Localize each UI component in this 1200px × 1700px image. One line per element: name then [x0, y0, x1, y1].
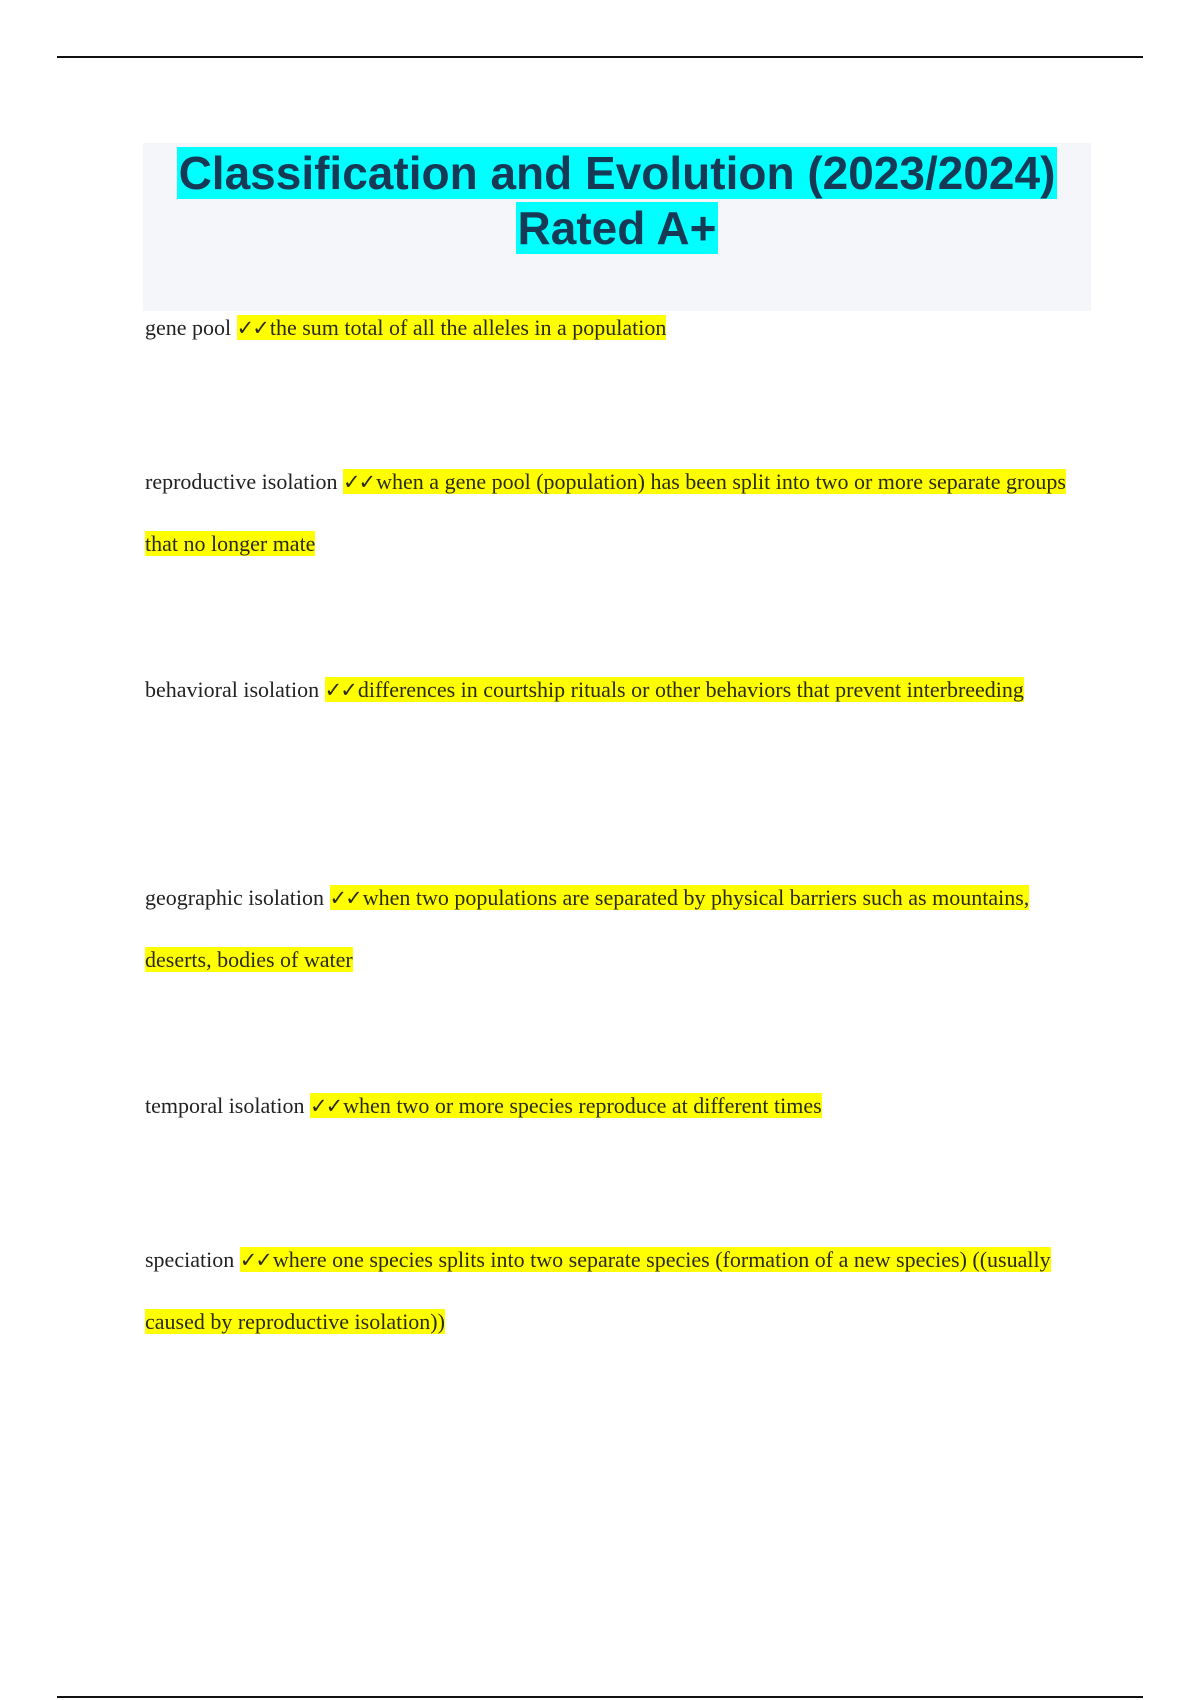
document-title [143, 146, 1091, 256]
entry-reproductive-isolation [145, 451, 1095, 574]
definition-text: when a gene pool (population) has been split into two or more separate groups that no longer mate [145, 469, 1066, 556]
entry-definition [237, 315, 667, 340]
definition-text: when two populations are separated by physical barriers such as mountains, deserts, bodies of water [145, 885, 1030, 972]
entry-gene-pool [145, 297, 1095, 359]
bottom-rule [57, 1696, 1143, 1698]
double-check-icon: ✓✓ [236, 316, 268, 340]
entry-temporal-isolation [145, 1075, 1095, 1137]
entry-term: speciation [145, 1247, 235, 1272]
definition-text: the sum total of all the alleles in a population [269, 315, 667, 340]
entry-term: reproductive isolation [145, 469, 338, 494]
entry-term: behavioral isolation [145, 677, 320, 702]
title-line-1: Classification and Evolution (2023/2024) [178, 147, 1056, 199]
entry-behavioral-isolation [145, 659, 1095, 721]
entry-term: geographic isolation [145, 885, 325, 910]
entry-speciation [145, 1229, 1095, 1352]
top-rule [57, 56, 1143, 58]
entry-geographic-isolation [145, 867, 1095, 990]
entry-term: temporal isolation [145, 1093, 305, 1118]
double-check-icon: ✓✓ [324, 678, 356, 702]
entry-definition [145, 1247, 1051, 1334]
definition-text: differences in courtship rituals or other behaviors that prevent interbreeding [357, 677, 1024, 702]
definition-text: when two or more species reproduce at different times [343, 1093, 822, 1118]
entry-definition [325, 677, 1024, 702]
double-check-icon: ✓✓ [329, 886, 361, 910]
entry-definition [310, 1093, 822, 1118]
double-check-icon: ✓✓ [239, 1248, 271, 1272]
entry-term: gene pool [145, 315, 232, 340]
title-line-2: Rated A+ [517, 202, 717, 254]
double-check-icon: ✓✓ [342, 470, 375, 494]
double-check-icon: ✓✓ [309, 1094, 342, 1118]
definition-text: where one species splits into two separate species (formation of a new species) ((usually caused by reproductive isolation)) [145, 1247, 1051, 1334]
